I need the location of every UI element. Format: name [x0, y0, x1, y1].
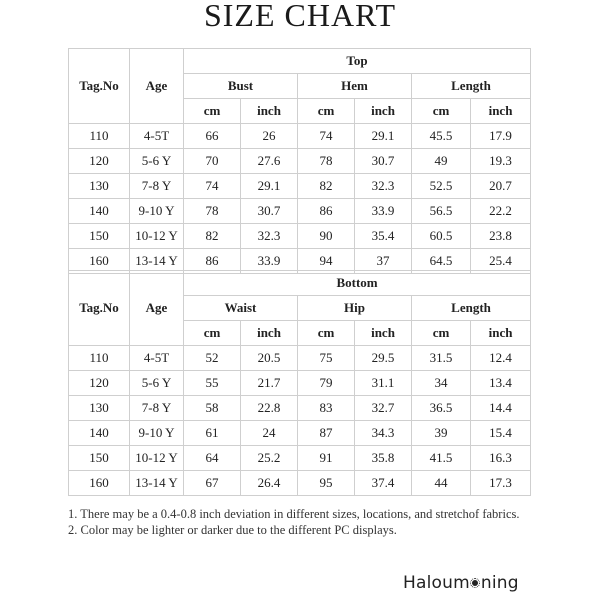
notes	[68, 506, 538, 538]
table-cell: 61	[184, 421, 241, 446]
table-cell: 130	[69, 396, 130, 421]
table-cell: 29.1	[355, 124, 412, 149]
table-cell: 33.9	[241, 249, 298, 274]
table-cell: 20.5	[241, 346, 298, 371]
table-cell: 37	[355, 249, 412, 274]
age-header: Age	[130, 49, 184, 124]
group-header-hem: Hem	[298, 74, 412, 99]
table-cell: 25.2	[241, 446, 298, 471]
table-cell: 19.3	[471, 149, 531, 174]
brand-text-end: ning	[480, 573, 519, 593]
unit-header: cm	[412, 99, 471, 124]
table-cell: 90	[298, 224, 355, 249]
table-cell: 25.4	[471, 249, 531, 274]
table-cell: 79	[298, 371, 355, 396]
table-cell: 95	[298, 471, 355, 496]
table-cell: 35.4	[355, 224, 412, 249]
unit-header: inch	[471, 99, 531, 124]
table-cell: 150	[69, 224, 130, 249]
table-cell: 34.3	[355, 421, 412, 446]
table-cell: 17.9	[471, 124, 531, 149]
table-cell: 160	[69, 471, 130, 496]
group-header-length: Length	[412, 296, 531, 321]
table-cell: 5-6 Y	[130, 371, 184, 396]
table-cell: 32.7	[355, 396, 412, 421]
table-cell: 27.6	[241, 149, 298, 174]
table-cell: 120	[69, 149, 130, 174]
table-cell: 22.2	[471, 199, 531, 224]
table-cell: 87	[298, 421, 355, 446]
table-cell: 22.8	[241, 396, 298, 421]
table-cell: 150	[69, 446, 130, 471]
table-cell: 33.9	[355, 199, 412, 224]
unit-header: inch	[241, 321, 298, 346]
unit-header: cm	[184, 99, 241, 124]
table-cell: 35.8	[355, 446, 412, 471]
table-row	[69, 446, 531, 471]
table-cell: 13-14 Y	[130, 249, 184, 274]
table-cell: 70	[184, 149, 241, 174]
table-cell: 9-10 Y	[130, 199, 184, 224]
table-cell: 86	[298, 199, 355, 224]
table-cell: 32.3	[355, 174, 412, 199]
table-cell: 39	[412, 421, 471, 446]
table-row	[69, 174, 531, 199]
table-cell: 78	[184, 199, 241, 224]
table-cell: 31.5	[412, 346, 471, 371]
table-cell: 55	[184, 371, 241, 396]
note-1: 1. There may be a 0.4-0.8 inch deviation in different sizes, locations, and stretchof fabrics.	[68, 507, 520, 521]
bottom-size-table	[68, 270, 531, 496]
table-cell: 130	[69, 174, 130, 199]
table-row	[69, 421, 531, 446]
table-row	[69, 199, 531, 224]
table-cell: 31.1	[355, 371, 412, 396]
table-cell: 24	[241, 421, 298, 446]
table-cell: 12.4	[471, 346, 531, 371]
table-cell: 20.7	[471, 174, 531, 199]
group-header-waist: Waist	[184, 296, 298, 321]
table-cell: 45.5	[412, 124, 471, 149]
table-row	[69, 224, 531, 249]
table-cell: 21.7	[241, 371, 298, 396]
table-cell: 23.8	[471, 224, 531, 249]
top-size-table	[68, 48, 531, 274]
table-cell: 64	[184, 446, 241, 471]
table-cell: 29.1	[241, 174, 298, 199]
table-cell: 15.4	[471, 421, 531, 446]
table-cell: 7-8 Y	[130, 396, 184, 421]
table-cell: 10-12 Y	[130, 446, 184, 471]
table-cell: 37.4	[355, 471, 412, 496]
section-header-bottom: Bottom	[184, 271, 531, 296]
table-cell: 26.4	[241, 471, 298, 496]
table-cell: 110	[69, 124, 130, 149]
table-cell: 66	[184, 124, 241, 149]
sun-icon	[470, 578, 480, 588]
unit-header: cm	[298, 321, 355, 346]
table-cell: 13.4	[471, 371, 531, 396]
table-cell: 82	[298, 174, 355, 199]
table-cell: 30.7	[355, 149, 412, 174]
table-cell: 36.5	[412, 396, 471, 421]
age-header: Age	[130, 271, 184, 346]
table-cell: 58	[184, 396, 241, 421]
unit-header: cm	[298, 99, 355, 124]
table-cell: 75	[298, 346, 355, 371]
table-cell: 78	[298, 149, 355, 174]
table-cell: 44	[412, 471, 471, 496]
table-cell: 52	[184, 346, 241, 371]
table-row	[69, 471, 531, 496]
table-cell: 82	[184, 224, 241, 249]
table-row	[69, 346, 531, 371]
unit-header: inch	[355, 321, 412, 346]
table-cell: 49	[412, 149, 471, 174]
tag-no-header: Tag.No	[69, 271, 130, 346]
table-cell: 13-14 Y	[130, 471, 184, 496]
table-cell: 64.5	[412, 249, 471, 274]
tag-no-header: Tag.No	[69, 49, 130, 124]
group-header-bust: Bust	[184, 74, 298, 99]
table-row	[69, 396, 531, 421]
brand-text-start: Haloum	[403, 573, 470, 593]
table-cell: 34	[412, 371, 471, 396]
table-cell: 60.5	[412, 224, 471, 249]
note-2: 2. Color may be lighter or darker due to the different PC displays.	[68, 523, 397, 537]
table-cell: 9-10 Y	[130, 421, 184, 446]
table-cell: 74	[184, 174, 241, 199]
table-cell: 52.5	[412, 174, 471, 199]
table-cell: 10-12 Y	[130, 224, 184, 249]
table-cell: 91	[298, 446, 355, 471]
table-cell: 140	[69, 199, 130, 224]
table-row	[69, 124, 531, 149]
table-cell: 14.4	[471, 396, 531, 421]
table-cell: 17.3	[471, 471, 531, 496]
table-cell: 5-6 Y	[130, 149, 184, 174]
unit-header: inch	[241, 99, 298, 124]
unit-header: cm	[184, 321, 241, 346]
table-cell: 56.5	[412, 199, 471, 224]
table-cell: 4-5T	[130, 346, 184, 371]
table-cell: 120	[69, 371, 130, 396]
table-cell: 26	[241, 124, 298, 149]
unit-header: cm	[412, 321, 471, 346]
table-row	[69, 149, 531, 174]
table-row	[69, 371, 531, 396]
table-cell: 4-5T	[130, 124, 184, 149]
section-header-top: Top	[184, 49, 531, 74]
table-cell: 41.5	[412, 446, 471, 471]
unit-header: inch	[471, 321, 531, 346]
table-cell: 94	[298, 249, 355, 274]
table-cell: 67	[184, 471, 241, 496]
group-header-hip: Hip	[298, 296, 412, 321]
table-cell: 30.7	[241, 199, 298, 224]
table-cell: 83	[298, 396, 355, 421]
page-title: SIZE CHART	[203, 0, 397, 33]
table-cell: 7-8 Y	[130, 174, 184, 199]
table-cell: 140	[69, 421, 130, 446]
table-cell: 16.3	[471, 446, 531, 471]
table-cell: 86	[184, 249, 241, 274]
group-header-length: Length	[412, 74, 531, 99]
table-cell: 160	[69, 249, 130, 274]
table-cell: 32.3	[241, 224, 298, 249]
brand-logo	[403, 573, 519, 593]
table-cell: 74	[298, 124, 355, 149]
table-cell: 29.5	[355, 346, 412, 371]
unit-header: inch	[355, 99, 412, 124]
table-cell: 110	[69, 346, 130, 371]
